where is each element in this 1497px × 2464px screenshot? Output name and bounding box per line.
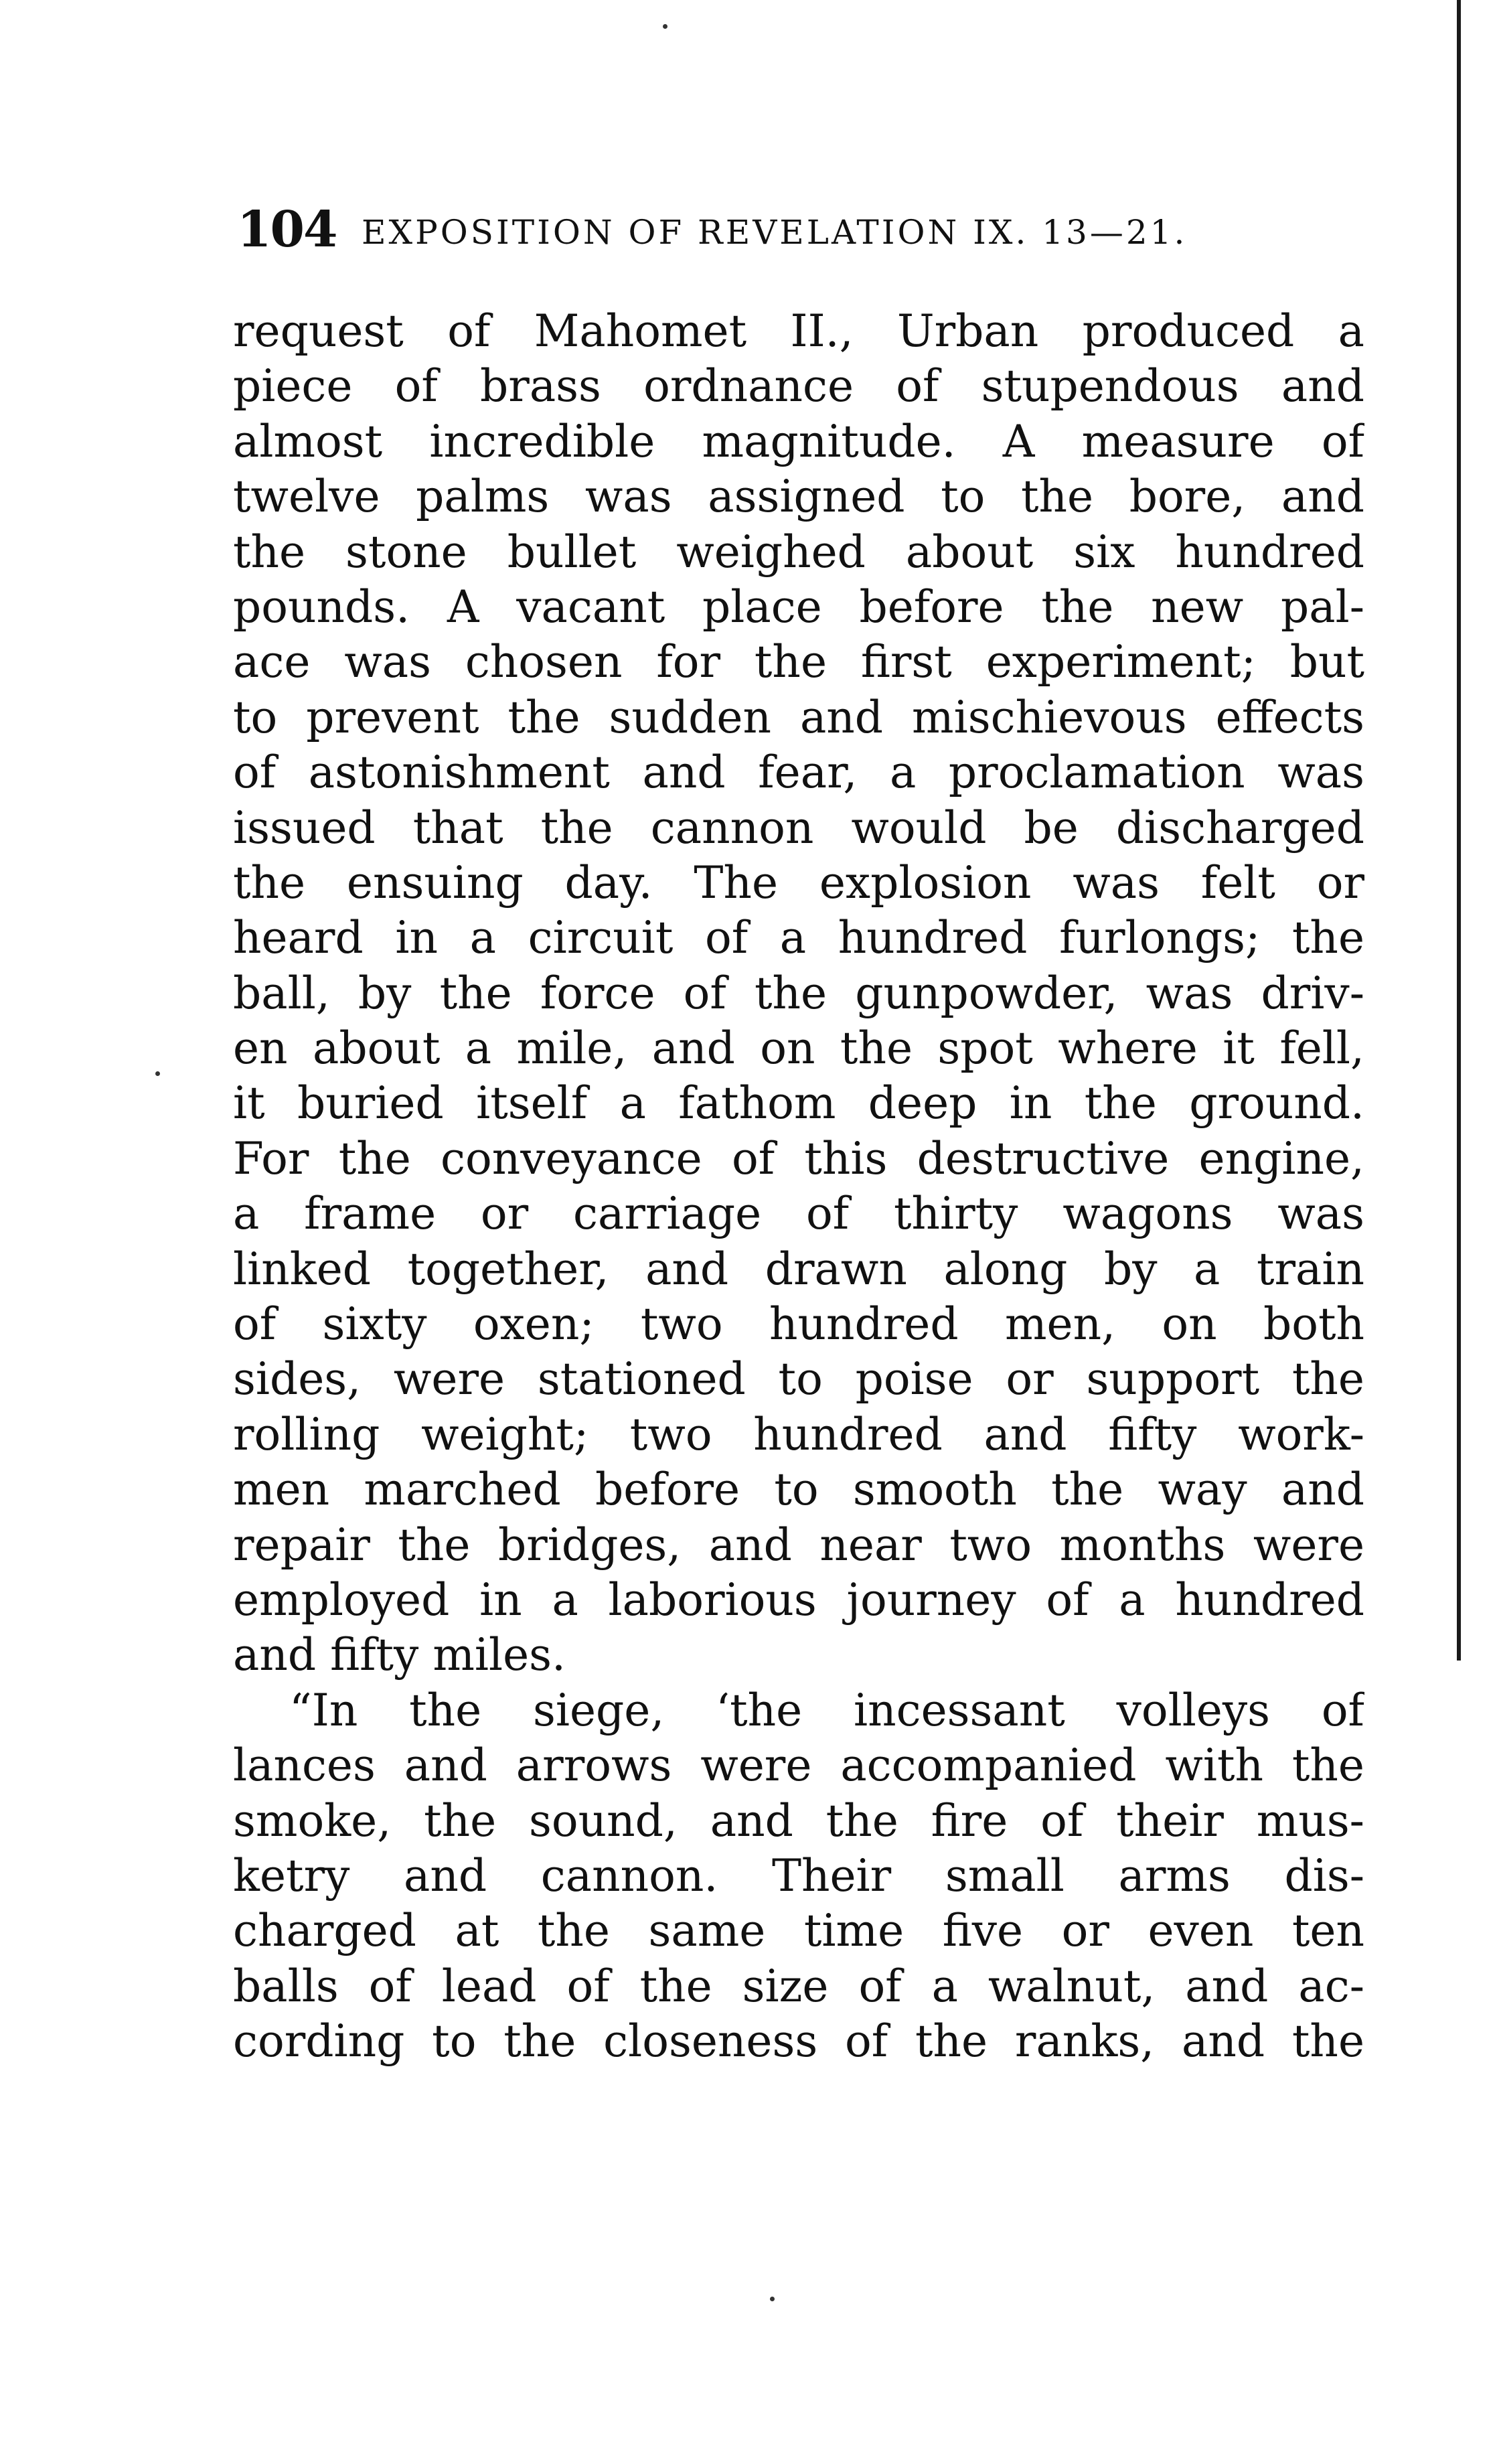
text-line: charged at the same time five or even ten — [233, 1905, 1364, 1957]
text-line: a frame or carriage of thirty wagons was — [233, 1188, 1364, 1240]
text-line: of astonishment and fear, a proclamation was — [233, 747, 1364, 799]
text-line: ball, by the force of the gunpowder, was driv- — [233, 967, 1364, 1019]
text-line: linked together, and drawn along by a train — [233, 1243, 1364, 1295]
text-line: men marched before to smooth the way and — [233, 1464, 1364, 1516]
text-line: twelve palms was assigned to the bore, and — [233, 471, 1364, 523]
text-line: employed in a laborious journey of a hundred — [233, 1573, 1364, 1626]
page-header — [237, 201, 1362, 261]
text-line: request of Mahomet II., Urban produced a — [233, 305, 1364, 357]
text-line: almost incredible magnitude. A measure of — [233, 415, 1364, 467]
text-line: the stone bullet weighed about six hundred — [233, 526, 1364, 578]
text-line: to prevent the sudden and mischievous effects — [233, 691, 1364, 743]
text-line: ace was chosen for the first experiment; but — [233, 636, 1364, 688]
text-line: repair the bridges, and near two months were — [233, 1519, 1364, 1571]
text-line: rolling weight; two hundred and fifty work- — [233, 1408, 1364, 1460]
text-line: smoke, the sound, and the fire of their mus- — [233, 1794, 1364, 1847]
text-line: ketry and cannon. Their small arms dis- — [233, 1849, 1364, 1902]
text-line: piece of brass ordnance of stupendous and — [233, 360, 1364, 412]
page-edge-rule — [1457, 0, 1461, 1661]
text-line: lances and arrows were accompanied with the — [233, 1740, 1364, 1792]
text-line: sides, were stationed to poise or support the — [233, 1353, 1364, 1405]
text-line: pounds. A vacant place before the new pal- — [233, 581, 1364, 633]
page-number: 104 — [237, 201, 337, 258]
text-line: heard in a circuit of a hundred furlongs; the — [233, 912, 1364, 964]
running-head: EXPOSITION OF REVELATION IX. 13—21. — [362, 213, 1188, 252]
text-line: cording to the closeness of the ranks, and the — [233, 2015, 1364, 2068]
text-line-paragraph-end: and fifty miles. — [233, 1629, 566, 1681]
ink-speck — [770, 2297, 775, 2301]
text-line: of sixty oxen; two hundred men, on both — [233, 1298, 1364, 1351]
ink-speck — [155, 1071, 160, 1076]
text-line: balls of lead of the size of a walnut, and ac- — [233, 1960, 1364, 2012]
text-line: For the conveyance of this destructive engine, — [233, 1132, 1364, 1184]
body-text — [233, 304, 1364, 2070]
text-line: the ensuing day. The explosion was felt or — [233, 856, 1364, 909]
text-line: issued that the cannon would be discharged — [233, 801, 1364, 854]
ink-speck — [663, 24, 667, 29]
text-line: it buried itself a fathom deep in the ground. — [233, 1077, 1364, 1130]
text-line: en about a mile, and on the spot where it fell, — [233, 1022, 1364, 1075]
text-line-paragraph-start: “In the siege, ‘the incessant volleys of — [289, 1684, 1364, 1736]
